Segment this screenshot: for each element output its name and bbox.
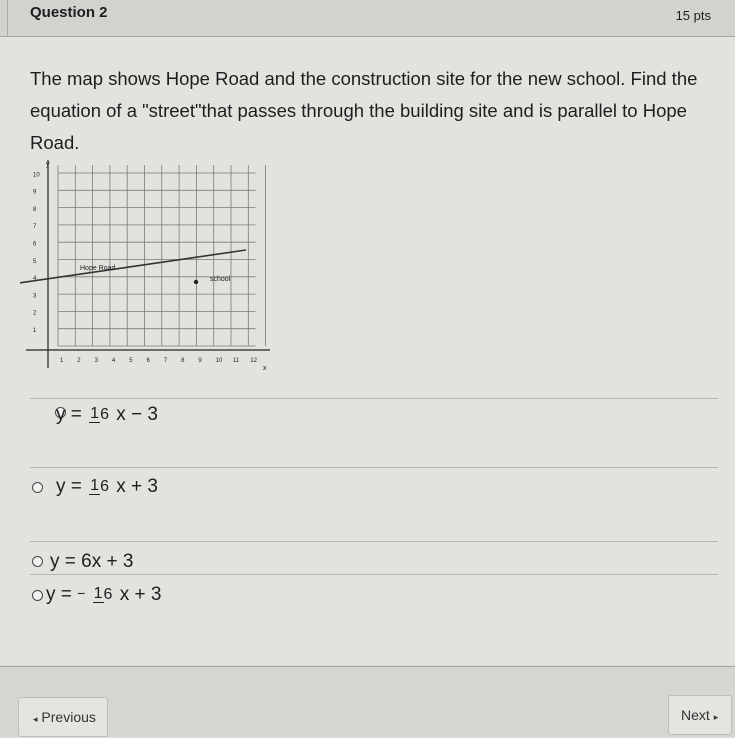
school-point <box>194 280 198 284</box>
choice-4-radio[interactable] <box>32 590 43 601</box>
y-tick-label: 4 <box>33 276 37 283</box>
choice-2-equation: y = 16 x + 3 <box>56 476 158 497</box>
previous-label: Previous <box>41 709 96 725</box>
graph-tick-labels <box>33 172 258 364</box>
choice-2[interactable] <box>22 476 712 516</box>
x-tick-label: 11 <box>233 358 240 364</box>
y-tick-label: 7 <box>33 224 37 231</box>
y-tick-label: 3 <box>33 293 37 300</box>
coordinate-graph <box>20 150 280 380</box>
school-label: school <box>210 276 231 283</box>
x-axis-label: x <box>263 365 267 372</box>
graph-grid <box>58 165 266 346</box>
x-tick-label: 1 <box>60 358 64 364</box>
next-button[interactable] <box>668 695 732 735</box>
y-tick-label: 8 <box>33 206 37 213</box>
x-tick-label: 6 <box>146 358 150 364</box>
choice-3-radio[interactable] <box>32 556 43 567</box>
x-tick-label: 4 <box>111 358 116 364</box>
next-label: Next <box>681 707 710 723</box>
y-tick-label: 9 <box>33 189 37 196</box>
question-header <box>0 0 735 37</box>
x-tick-label: 9 <box>198 358 202 364</box>
choice-4[interactable] <box>22 584 712 624</box>
navigation-footer <box>0 666 735 737</box>
x-tick-label: 12 <box>250 358 257 364</box>
y-axis-label: y <box>46 161 50 168</box>
x-tick-label: 8 <box>181 358 185 364</box>
question-text: The map shows Hope Road and the construction site for the new school. Find the equation of a "street"that passes through the building site and is parallel to Hope Road. <box>30 68 698 153</box>
choice-1[interactable] <box>22 404 712 444</box>
x-tick-label: 10 <box>215 358 223 364</box>
x-tick-label: 5 <box>129 358 133 364</box>
choices-top-divider <box>30 398 718 399</box>
hope-road-label: Hope Road <box>80 265 116 272</box>
previous-button[interactable] <box>18 697 108 737</box>
choice-divider-1 <box>30 467 718 468</box>
y-tick-label: 6 <box>33 241 37 248</box>
question-points: 15 pts <box>675 8 711 23</box>
choice-2-radio[interactable] <box>32 482 43 493</box>
x-tick-label: 2 <box>77 358 81 364</box>
x-tick-label: 3 <box>94 358 98 364</box>
y-tick-label: 2 <box>33 310 37 317</box>
y-tick-label: 5 <box>33 258 37 265</box>
choice-3-equation: y = 6x + 3 <box>50 551 134 572</box>
next-arrow-icon: ▸ <box>713 712 719 722</box>
y-tick-label: 10 <box>33 172 40 179</box>
y-tick-label: 1 <box>33 328 37 334</box>
question-title: Question 2 <box>30 4 108 21</box>
choice-1-equation: y = 16 x − 3 <box>56 404 158 425</box>
previous-arrow-icon: ◂ <box>33 714 38 724</box>
x-tick-label: 7 <box>163 358 168 364</box>
choice-divider-3 <box>30 574 718 575</box>
choice-divider-2 <box>30 541 718 542</box>
choice-4-equation: y = − 16 x + 3 <box>46 584 162 605</box>
